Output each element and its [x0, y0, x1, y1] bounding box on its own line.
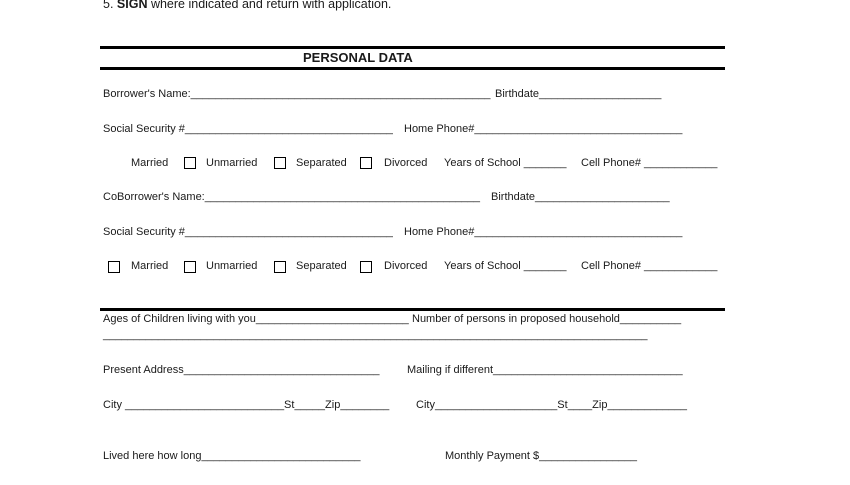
coborrower-separated-checkbox[interactable]: [274, 261, 286, 273]
coborrower-unmarried-checkbox[interactable]: [184, 261, 196, 273]
coborrower-years-school-field[interactable]: Years of School _______: [444, 260, 567, 272]
coborrower-cell-phone-field[interactable]: Cell Phone# ____________: [581, 260, 718, 272]
coborrower-divorced-checkbox[interactable]: [360, 261, 372, 273]
children-ages-field[interactable]: Ages of Children living with you_________________________: [103, 313, 409, 325]
mailing-address-field[interactable]: Mailing if different_______________________________: [407, 364, 683, 376]
coborrower-unmarried-label: Unmarried: [206, 260, 258, 272]
borrower-name-field[interactable]: Borrower's Name:_________________________________________________: [103, 88, 491, 100]
coborrower-ssn-field[interactable]: Social Security #__________________________________: [103, 226, 393, 238]
borrower-divorced-checkbox[interactable]: [360, 157, 372, 169]
household-rule: [100, 308, 725, 311]
borrower-separated-checkbox[interactable]: [274, 157, 286, 169]
borrower-birthdate-field[interactable]: Birthdate____________________: [495, 88, 662, 100]
borrower-separated-label: Separated: [296, 157, 347, 169]
present-address-field[interactable]: Present Address________________________________: [103, 364, 380, 376]
present-city-st-zip-field[interactable]: City __________________________St_____Zip________: [103, 399, 390, 411]
coborrower-married-checkbox[interactable]: [108, 261, 120, 273]
borrower-home-phone-field[interactable]: Home Phone#__________________________________: [404, 123, 683, 135]
section-top-rule: [100, 46, 725, 49]
coborrower-birthdate-field[interactable]: Birthdate______________________: [491, 191, 670, 203]
lived-here-field[interactable]: Lived here how long__________________________: [103, 450, 361, 462]
borrower-ssn-field[interactable]: Social Security #__________________________________: [103, 123, 393, 135]
section-title: PERSONAL DATA: [303, 50, 413, 65]
borrower-unmarried-label: Unmarried: [206, 157, 258, 169]
coborrower-home-phone-field[interactable]: Home Phone#__________________________________: [404, 226, 683, 238]
borrower-years-school-field[interactable]: Years of School _______: [444, 157, 567, 169]
monthly-payment-field[interactable]: Monthly Payment $________________: [445, 450, 638, 462]
children-ages-continuation-line[interactable]: _________________________________________________________________________________________: [103, 329, 648, 341]
section-bottom-rule: [100, 67, 725, 70]
instruction-sign: SIGN: [116, 0, 148, 11]
instruction-line: [103, 0, 391, 11]
borrower-cell-phone-field[interactable]: Cell Phone# ____________: [581, 157, 718, 169]
instruction-text: where indicated and return with application.: [147, 0, 392, 11]
instruction-number: 5.: [103, 0, 114, 11]
borrower-divorced-label: Divorced: [384, 157, 428, 169]
borrower-married-label: Married: [131, 157, 169, 169]
coborrower-name-field[interactable]: CoBorrower's Name:_____________________________________________: [103, 191, 481, 203]
coborrower-married-label: Married: [131, 260, 169, 272]
borrower-unmarried-checkbox[interactable]: [184, 157, 196, 169]
household-size-field[interactable]: Number of persons in proposed household__________: [412, 313, 682, 325]
coborrower-divorced-label: Divorced: [384, 260, 428, 272]
coborrower-separated-label: Separated: [296, 260, 347, 272]
mailing-city-st-zip-field[interactable]: City____________________St____Zip_____________: [416, 399, 687, 411]
